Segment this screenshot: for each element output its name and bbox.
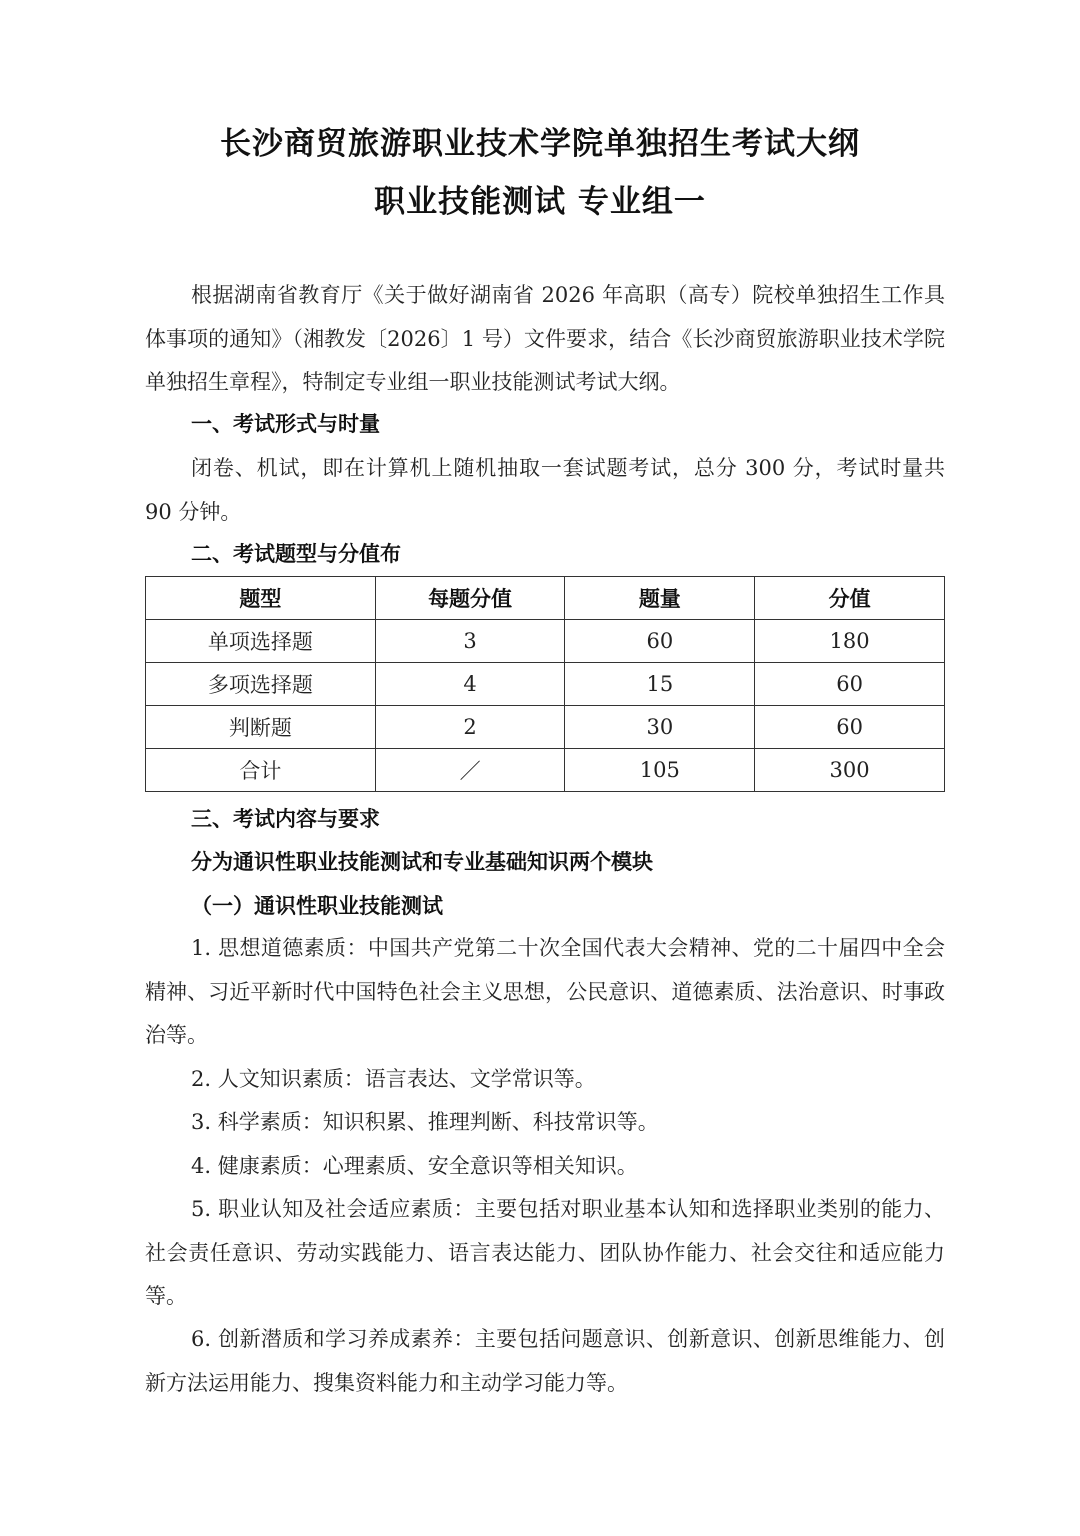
section-1-heading: 一、考试形式与时量	[191, 412, 380, 436]
section-3-subheading: 分为通识性职业技能测试和专业基础知识两个模块	[191, 850, 653, 874]
list-item: 1. 思想道德素质：中国共产党第二十次全国代表大会精神、党的二十届四中全会精神、习近平新时代中国特色社会主义思想，公民意识、道德素质、法治意识、时事政治等。	[145, 936, 945, 1047]
table-cell: 15	[565, 663, 755, 706]
table-cell: 合计	[146, 749, 376, 792]
table-row-total	[146, 749, 945, 792]
table-cell: ／	[375, 749, 565, 792]
section-3-heading: 三、考试内容与要求	[191, 807, 380, 831]
table-cell: 3	[375, 620, 565, 663]
list-item: 6. 创新潜质和学习养成素养：主要包括问题意识、创新意识、创新思维能力、创新方法运用能力、搜集资料能力和主动学习能力等。	[145, 1327, 945, 1395]
table-cell: 300	[755, 749, 945, 792]
table-row	[146, 620, 945, 663]
table-cell: 判断题	[146, 706, 376, 749]
list-item: 3. 科学素质：知识积累、推理判断、科技常识等。	[191, 1110, 659, 1134]
document-title: 长沙商贸旅游职业技术学院单独招生考试大纲	[220, 126, 860, 162]
table-cell: 30	[565, 706, 755, 749]
section-2-heading: 二、考试题型与分值布	[191, 542, 401, 566]
table-cell: 105	[565, 749, 755, 792]
table-cell: 180	[755, 620, 945, 663]
score-table	[145, 576, 945, 792]
table-cell: 多项选择题	[146, 663, 376, 706]
header-cell-type: 题型	[146, 577, 376, 620]
table-row	[146, 663, 945, 706]
table-cell: 60	[565, 620, 755, 663]
table-header-row	[146, 577, 945, 620]
intro-paragraph: 根据湖南省教育厅《关于做好湖南省 2026 年高职（高专）院校单独招生工作具体事项的通知》（湘教发〔2026〕1 号）文件要求，结合《长沙商贸旅游职业技术学院单独招生章程》，特制定专业组一职业技能测试考试大纲。	[145, 283, 945, 394]
list-item: 4. 健康素质：心理素质、安全意识等相关知识。	[191, 1154, 638, 1178]
section-1-body: 闭卷、机试，即在计算机上随机抽取一套试题考试，总分 300 分，考试时量共 90 分钟。	[145, 456, 945, 524]
table-cell: 2	[375, 706, 565, 749]
part-1-heading: （一）通识性职业技能测试	[191, 894, 443, 918]
header-cell-total: 分值	[755, 577, 945, 620]
document-subtitle: 职业技能测试 专业组一	[374, 184, 706, 220]
list-item: 2. 人文知识素质：语言表达、文学常识等。	[191, 1067, 596, 1091]
table-cell: 单项选择题	[146, 620, 376, 663]
table-cell: 60	[755, 663, 945, 706]
header-cell-count: 题量	[565, 577, 755, 620]
table-cell: 4	[375, 663, 565, 706]
table-row	[146, 706, 945, 749]
table-cell: 60	[755, 706, 945, 749]
header-cell-points-each: 每题分值	[375, 577, 565, 620]
list-item: 5. 职业认知及社会适应素质：主要包括对职业基本认知和选择职业类别的能力、社会责任意识、劳动实践能力、语言表达能力、团队协作能力、社会交往和适应能力等。	[145, 1197, 945, 1308]
